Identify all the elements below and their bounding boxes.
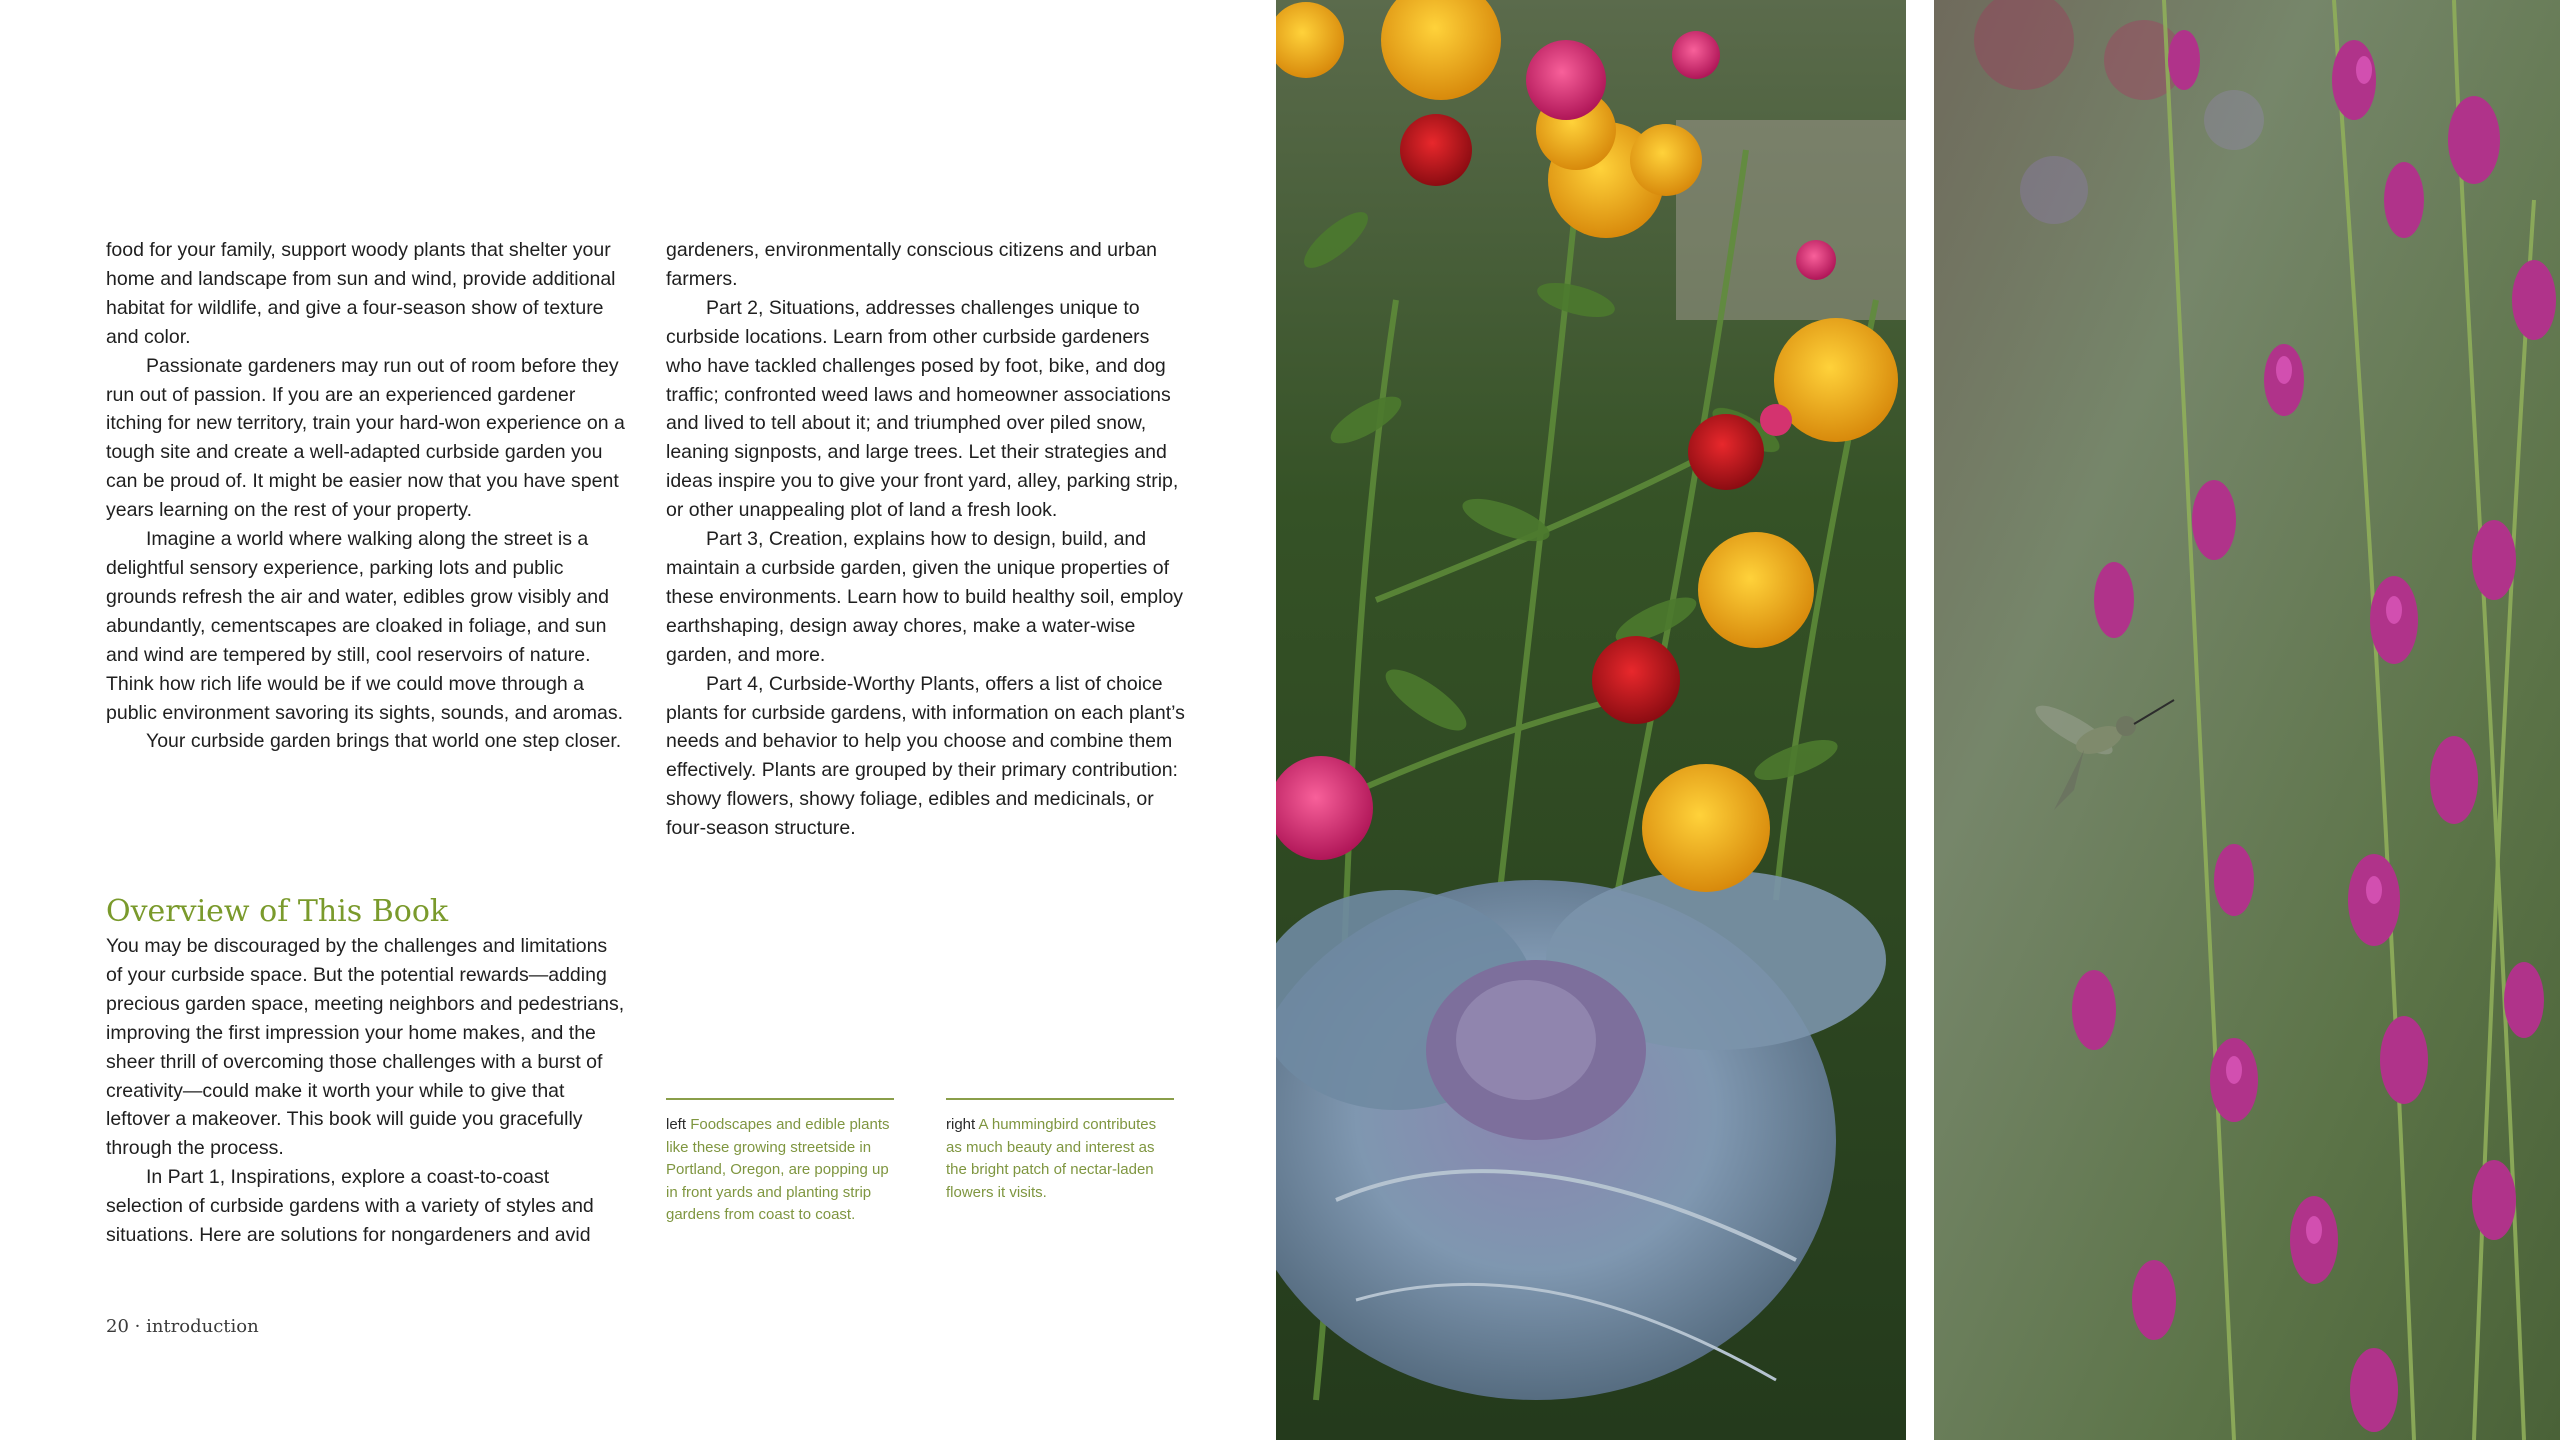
photo-hummingbird xyxy=(1934,0,2560,1440)
text-column-right xyxy=(666,236,1186,843)
section-heading: Overview of This Book xyxy=(106,894,449,929)
page-folio: 20 · introduction xyxy=(106,1316,259,1337)
caption-text: A hummingbird contributes as much beauty and interest as the bright patch of nectar-laden flowers it visits. xyxy=(946,1116,1157,1201)
caption-text: Foodscapes and edible plants like these growing streetside in Portland, Oregon, are popping up in front yards and planting strip gardens from coast to coast. xyxy=(666,1116,890,1223)
paragraph: gardeners, environmentally conscious citizens and urban farmers. xyxy=(666,239,1158,290)
photo-gutter xyxy=(1906,0,1934,1440)
paragraph: Part 4, Curbside-Worthy Plants, offers a list of choice plants for curbside gardens, with information on each plant’s needs and behavior to help you choose and combine them effectively. Plants are grouped by their primary contribution: showy flowers, showy foliage, edibles and medicinals, or four-season structure. xyxy=(666,672,1185,840)
paragraph: Imagine a world where walking along the street is a delightful sensory experience, parking lots and public grounds refresh the air and water, edibles grow visibly and abundantly, cementscapes are cloaked in foliage, and sun and wind are tempered by still, cool reservoirs of nature. Think how rich life would be if we could move through a public environment savoring its sights, sounds, and aromas. xyxy=(106,528,624,724)
caption-left xyxy=(666,1098,894,1227)
paragraph: Your curbside garden brings that world one step closer. xyxy=(146,730,622,753)
text-column-left xyxy=(106,236,626,756)
caption-right xyxy=(946,1098,1174,1204)
paragraph: In Part 1, Inspirations, explore a coast-to-coast selection of curbside gardens with a variety of styles and situations. Here are solutions for nongardeners and avid xyxy=(106,1166,594,1247)
paragraph: Part 2, Situations, addresses challenges unique to curbside locations. Learn from other curbside gardeners who have tackled challenges posed by foot, bike, and dog traffic; confronted weed laws and homeowner associations and lived to tell about it; and triumphed over piled snow, leaning signposts, and large trees. Let their strategies and ideas inspire you to give your front yard, alley, parking strip, or other unappealing plot of land a fresh look. xyxy=(666,296,1179,522)
paragraph: food for your family, support woody plants that shelter your home and landscape from sun and wind, provide additional habitat for wildlife, and give a four-season show of texture and color. xyxy=(106,239,616,348)
paragraph: Part 3, Creation, explains how to design, build, and maintain a curbside garden, given the unique properties of these environments. Learn how to build healthy soil, employ earthshaping, design away chores, make a water-wise garden, and more. xyxy=(666,528,1184,666)
overview-body xyxy=(106,932,626,1250)
paragraph: You may be discouraged by the challenges and limitations of your curbside space. But the potential rewards—adding precious garden space, meeting neighbors and pedestrians, improving the first impression your home makes, and the sheer thrill of overcoming those challenges with a burst of creativity—could make it worth your while to give that leftover a makeover. This book will guide you gracefully through the process. xyxy=(106,935,625,1160)
photo-zinnias-cabbage xyxy=(1276,0,1906,1440)
paragraph: Passionate gardeners may run out of room before they run out of passion. If you are an experienced gardener itching for new territory, train your hard-won experience on a tough site and create a well-adapted curbside garden you can be proud of. It might be easier now that you have spent years learning on the rest of your property. xyxy=(106,354,625,522)
caption-lead: right xyxy=(946,1116,976,1133)
caption-lead: left xyxy=(666,1116,687,1133)
